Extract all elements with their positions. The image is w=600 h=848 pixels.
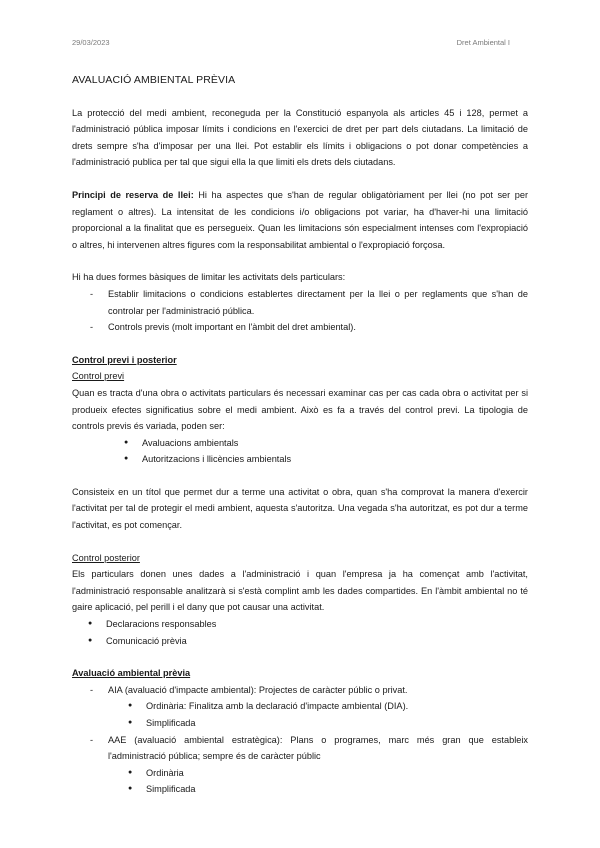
header-subject: Dret Ambiental I — [456, 38, 510, 47]
list-item-aae — [72, 732, 528, 798]
aia-sublist — [128, 698, 528, 731]
avaluacio-list — [72, 682, 528, 798]
subheading-control-previ: Control previ — [72, 371, 125, 382]
list-item: ● Autoritzacions i llicències ambientals — [124, 451, 528, 468]
intro-paragraph: La protecció del medi ambient, reconeguda per la Constitució espanyola als articles 45 i 128, permet a l'administració pública imposar límits i condicions en l'exercici de dret per part dels ciutadans. La limitació de drets sempre s'ha d'imposar per una llei. Pot establir els límits i obligacions o pot donar competències a l'administració publica per tal que sigui ella la que limiti els drets dels ciutadans. — [72, 107, 528, 168]
control-posterior-list — [88, 616, 528, 649]
list-item: - Controls previs (molt important en l'àmbit del dret ambiental). — [72, 319, 528, 336]
document-body — [72, 72, 528, 798]
list-item: ● Simplificada — [128, 715, 528, 732]
list-item-aia — [72, 682, 528, 732]
formes-intro: Hi ha dues formes bàsiques de limitar les activitats dels particulars: — [72, 272, 346, 283]
list-item: ● Declaracions responsables — [88, 616, 528, 633]
list-item: - Establir limitacions o condicions establertes directament per la llei o per reglaments que s'han de controlar per l'administració pública. — [72, 286, 528, 319]
list-item: ● Avaluacions ambientals — [124, 435, 528, 452]
list-item: ● Ordinària: Finalitza amb la declaració d'impacte ambiental (DIA). — [128, 698, 528, 715]
section-heading-avaluacio: Avaluació ambiental prèvia — [72, 668, 191, 679]
list-item: ● Comunicació prèvia — [88, 633, 528, 650]
aae-sublist — [128, 765, 528, 798]
list-item: ● Ordinària — [128, 765, 528, 782]
section-heading-control: Control previ i posterior — [72, 354, 177, 365]
principi-text: Hi ha aspectes que s'han de regular obligatòriament per llei (no pot ser per reglament o altres). La intensitat de les condicions i/o obligacions pot variar, ha d'haver-hi una limitació proporcional a la finalitat que es persegueix. Quan les limitacions són especialment intenses com l'expropiació o altres, hi intervenen altres figures com la responsabilitat ambiental o l'expropiació forçosa. — [72, 189, 529, 250]
titol-paragraph: Consisteix en un títol que permet dur a terme una activitat o obra, quan s'ha comprovat la manera d'exercir l'activitat per tal de protegir el medi ambient, aquesta s'autoritza. Una vegada s'ha autoritzat, es pot dur a terme l'activitat, es pot començar. — [72, 486, 528, 531]
formes-list — [72, 286, 528, 336]
list-item: ● Simplificada — [128, 781, 528, 798]
principi-paragraph — [72, 187, 528, 253]
aia-text: AIA (avaluació d'impacte ambiental): Projectes de caràcter públic o privat. — [108, 684, 408, 695]
principi-label: Principi de reserva de llei: — [72, 189, 194, 200]
page-title: AVALUACIÓ AMBIENTAL PRÈVIA — [72, 74, 236, 86]
control-posterior-text: Els particulars donen unes dades a l'administració i quan l'empresa ja ha començat amb l'activitat, l'administració responsable analitzarà si s'està complint amb les dades compartides. En l'àmbit ambiental no té gaire aplicació, pel perill i el dany que pot causar una activitat. — [72, 569, 528, 613]
control-previ-list — [124, 435, 528, 468]
subheading-control-posterior: Control posterior — [72, 552, 140, 563]
header-date: 29/03/2023 — [72, 38, 110, 47]
aae-text: AAE (avaluació ambiental estratègica): Plans o programes, marc més gran que estableix l'administració pública; sempre és de caràcter públic — [108, 734, 528, 762]
control-previ-text: Quan es tracta d'una obra o activitats particulars és necessari examinar cas per cas cada obra o activitat per si produeix efectes significatius sobre el medi ambient. Això es fa a través del control previ. La tipologia de controls previs és variada, poden ser: — [72, 387, 528, 432]
